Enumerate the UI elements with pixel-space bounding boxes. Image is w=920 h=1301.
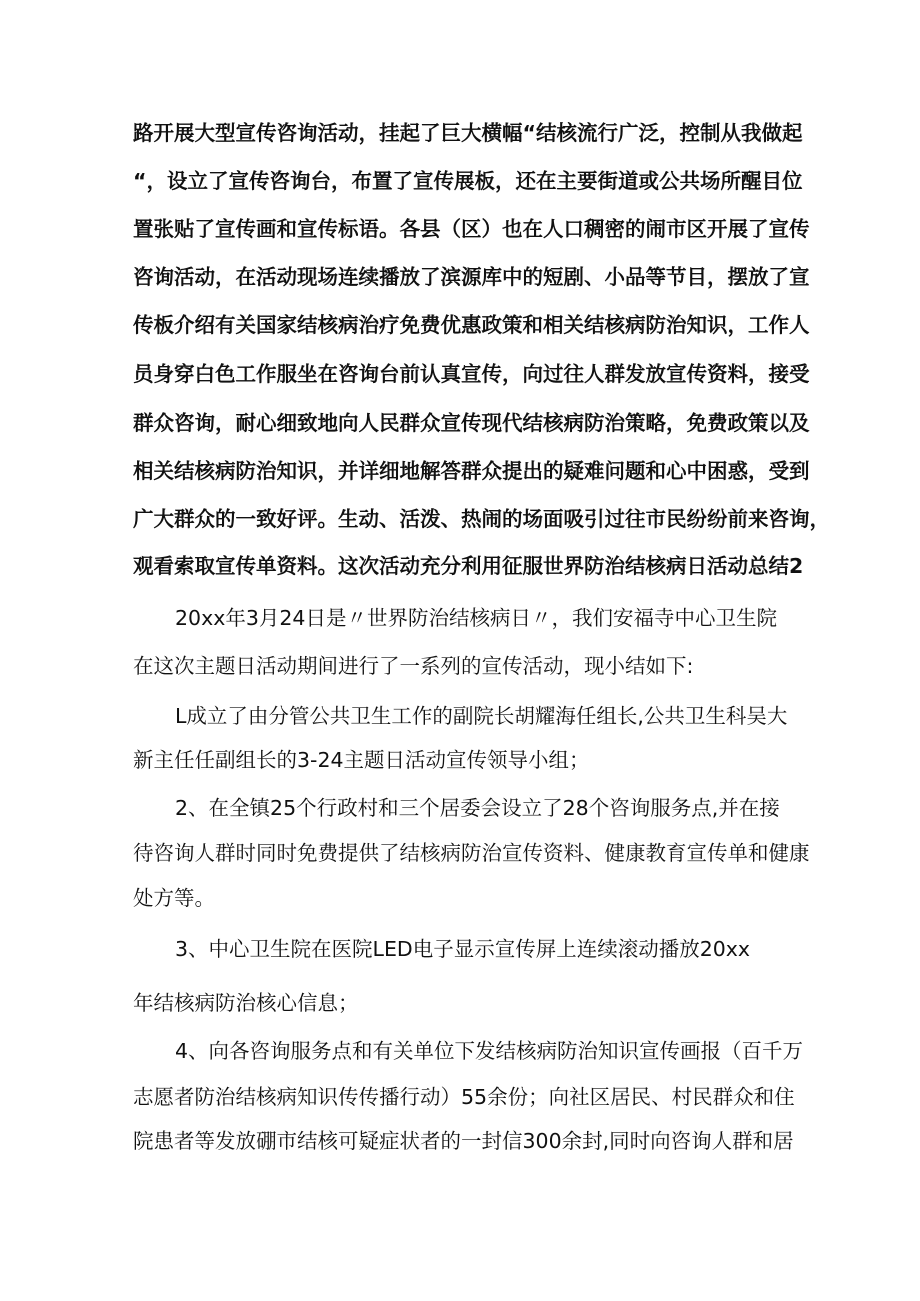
item-2-line-3: 处方等。 <box>133 886 215 910</box>
paragraph-1-line-5: 传板介绍有关国家结核病治疗免费优惠政策和相关结核病防治知识，工作人 <box>133 313 810 337</box>
paragraph-2-line-1: 20xx年3月24日是〃世界防治结核病日〃，我们安福寺中心卫生院 <box>175 606 777 630</box>
item-4-line-1: 4、向各咨询服务点和有关单位下发结核病防治知识宣传画报（百千万 <box>175 1039 804 1063</box>
item-2-line-2: 待咨询人群时同时免费提供了结核病防治宣传资料、健康教育宣传单和健康 <box>133 841 810 865</box>
paragraph-1-line-2: “，设立了宣传咨询台，布置了宣传展板，还在主要街道或公共场所醒目位 <box>133 169 803 193</box>
paragraph-1-line-7: 群众咨询，耐心细致地向人民群众宣传现代结核病防治策略，免费政策以及 <box>133 411 810 435</box>
paragraph-1-line-1: 路开展大型宣传咨询活动，挂起了巨大横幅“结核流行广泛，控制从我做起 <box>133 121 803 145</box>
item-1-line-1: L成立了由分管公共卫生工作的副院长胡耀海任组长,公共卫生科吴大 <box>175 704 788 728</box>
paragraph-1-line-8: 相关结核病防治知识，并详细地解答群众提出的疑难问题和心中困惑，受到 <box>133 459 810 483</box>
paragraph-1-line-6: 员身穿白色工作服坐在咨询台前认真宣传，向过往人群发放宣传资料，接受 <box>133 362 810 386</box>
item-3-line-1: 3、中心卫生院在医院LED电子显示宣传屏上连续滚动播放20xx <box>175 937 751 961</box>
paragraph-1-line-9: 广大群众的一致好评。生动、活泼、热闹的场面吸引过往市民纷纷前来咨询， <box>133 507 830 531</box>
paragraph-2-line-2: 在这次主题日活动期间进行了一系列的宣传活动，现小结如下: <box>133 654 694 678</box>
paragraph-1-line-10: 观看索取宣传单资料。这次活动充分利用征服世界防治结核病日活动总结2 <box>133 554 804 578</box>
item-1-line-2: 新主任任副组长的3-24主题日活动宣传领导小组； <box>133 748 590 772</box>
item-2-line-1: 2、在全镇25个行政村和三个居委会设立了28个咨询服务点,并在接 <box>175 796 780 820</box>
paragraph-1-line-3: 置张贴了宣传画和宣传标语。各县（区）也在人口稠密的闹市区开展了宣传 <box>133 217 810 241</box>
item-4-line-3: 院患者等发放硼市结核可疑症状者的一封信300余封,同时向咨询人群和居 <box>133 1129 794 1153</box>
item-3-line-2: 年结核病防治核心信息； <box>133 991 359 1015</box>
item-4-line-2: 志愿者防治结核病知识传传播行动）55余份；向社区居民、村民群众和住 <box>133 1085 795 1109</box>
paragraph-1-line-4: 咨询活动，在活动现场连续播放了滨源库中的短剧、小品等节目，摆放了宣 <box>133 265 810 289</box>
